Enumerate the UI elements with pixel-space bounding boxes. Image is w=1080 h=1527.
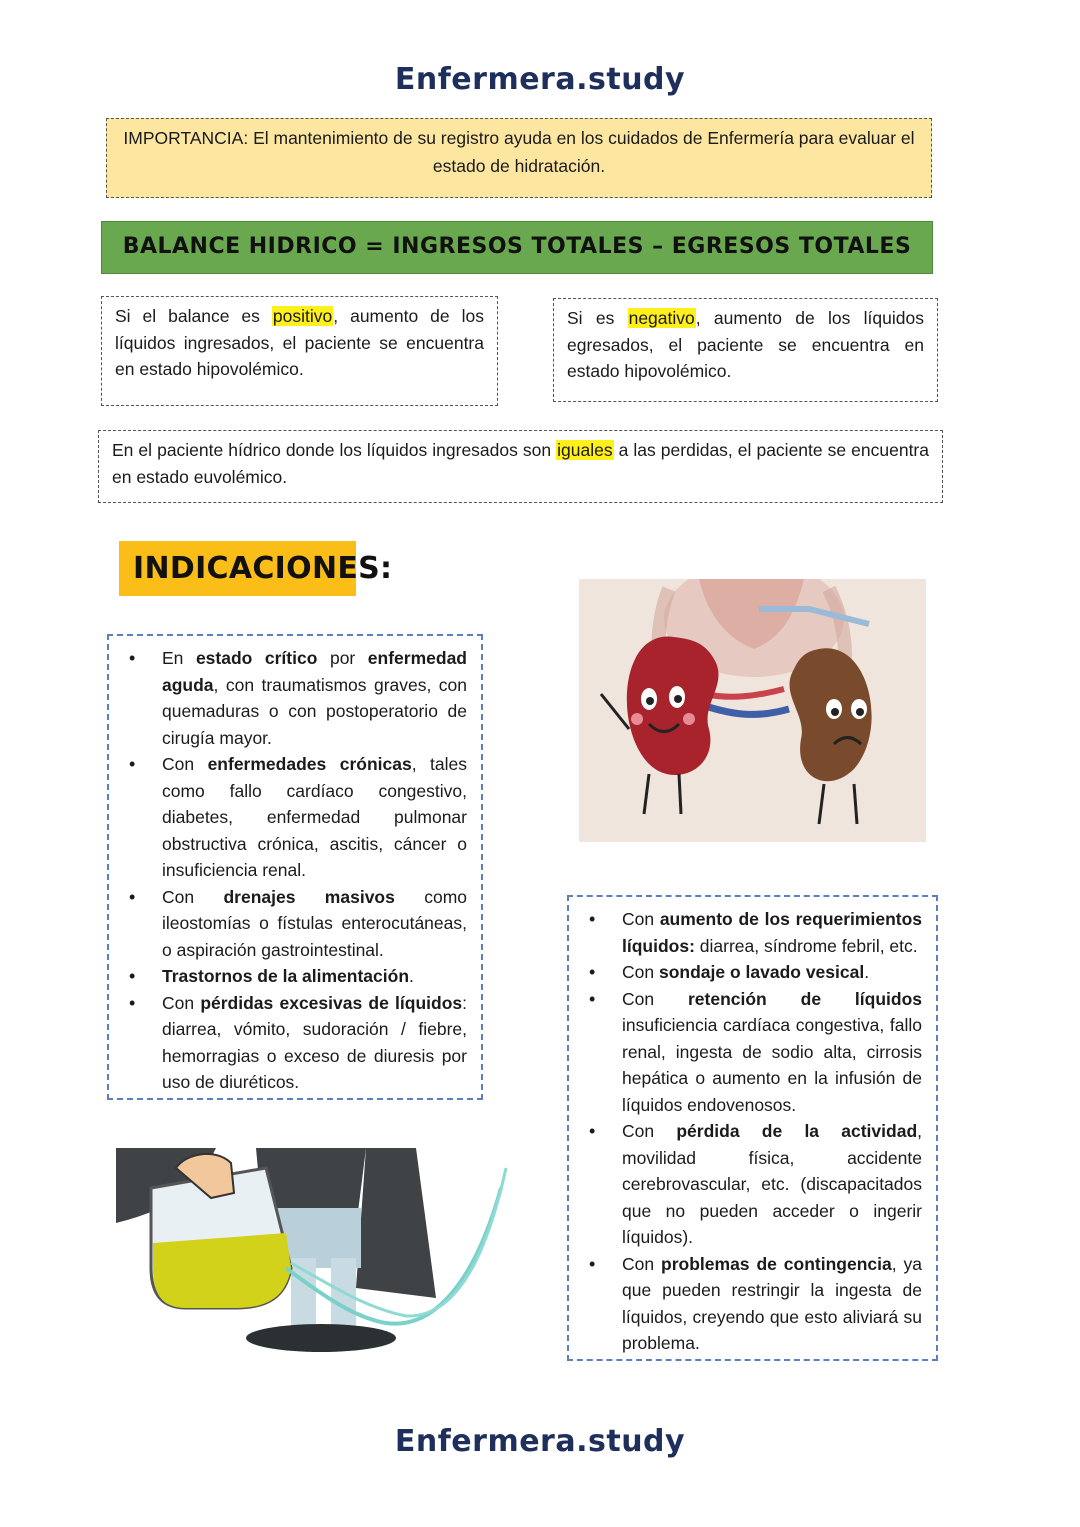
list-item: • Con pérdida de la actividad, movilidad física, accidente cerebrovascular, etc. (discapacitados que no pueden acceder o ingerir líquidos).: [589, 1121, 923, 1247]
highlight-negative: negativo: [628, 308, 695, 328]
list-item: • Con pérdidas excesivas de líquidos: diarrea, vómito, sudoración / fiebre, hemorragias o exceso de diuresis por uso de diuréticos.: [129, 992, 468, 1092]
urine-bag-illustration: [116, 1148, 508, 1356]
formula-banner: BALANCE HIDRICO = INGRESOS TOTALES – EGRESOS TOTALES: [101, 221, 933, 274]
urine-bag-icon: [116, 1148, 508, 1356]
importance-box: IMPORTANCIA: El mantenimiento de su registro ayuda en los cuidados de Enfermería para evaluar el estado de hidratación.: [106, 118, 932, 198]
list-item: • Trastornos de la alimentación.: [129, 966, 414, 986]
kidneys-illustration: [579, 579, 926, 842]
list-item: • Con drenajes masivos como ileostomías o fístulas enterocutáneas, o aspiración gastrointestinal.: [129, 886, 468, 960]
list-item: • Con retención de líquidos insuficiencia cardíaca congestiva, fallo renal, ingesta de sodio alta, cirrosis hepática o aumento en la infusión de líquidos endovenosos.: [589, 988, 922, 1115]
list-item: • Con enfermedades crónicas, tales como fallo cardíaco congestivo, diabetes, enfermedad pulmonar obstructiva crónica, ascitis, cáncer o insuficiencia renal.: [129, 754, 467, 880]
list-item: • En estado crítico por enfermedad aguda, con traumatismos graves, con quemaduras o con postoperatorio de cirugía mayor.: [129, 648, 467, 748]
brand-header: Enfermera.study: [394, 62, 686, 97]
highlight-positive: positivo: [272, 306, 333, 326]
kidneys-icon: [579, 579, 926, 842]
list-item: • Con problemas de contingencia, ya que pueden restringir la ingesta de líquidos, creyendo que esto aliviará su problema.: [589, 1253, 922, 1353]
indications-list-right: [567, 895, 938, 1361]
negative-balance-box: Si es negativo, aumento de los líquidos egresados, el paciente se encuentra en estado hipovolémico.: [553, 298, 938, 402]
list-item: • Con sondaje o lavado vesical.: [589, 962, 870, 982]
indications-list-left: [107, 634, 483, 1100]
highlight-equal: iguales: [557, 440, 613, 460]
list-item: • Con aumento de los requerimientos líquidos: diarrea, síndrome febril, etc.: [589, 909, 923, 956]
indications-title: INDICACIONES:: [119, 541, 356, 596]
euvolemic-box: En el paciente hídrico donde los líquidos ingresados son iguales a las perdidas, el paciente se encuentra en estado euvolémico.: [98, 430, 943, 503]
positive-balance-box: Si el balance es positivo, aumento de los líquidos ingresados, el paciente se encuentra en estado hipovolémico.: [101, 296, 498, 406]
brand-footer: Enfermera.study: [394, 1424, 686, 1459]
